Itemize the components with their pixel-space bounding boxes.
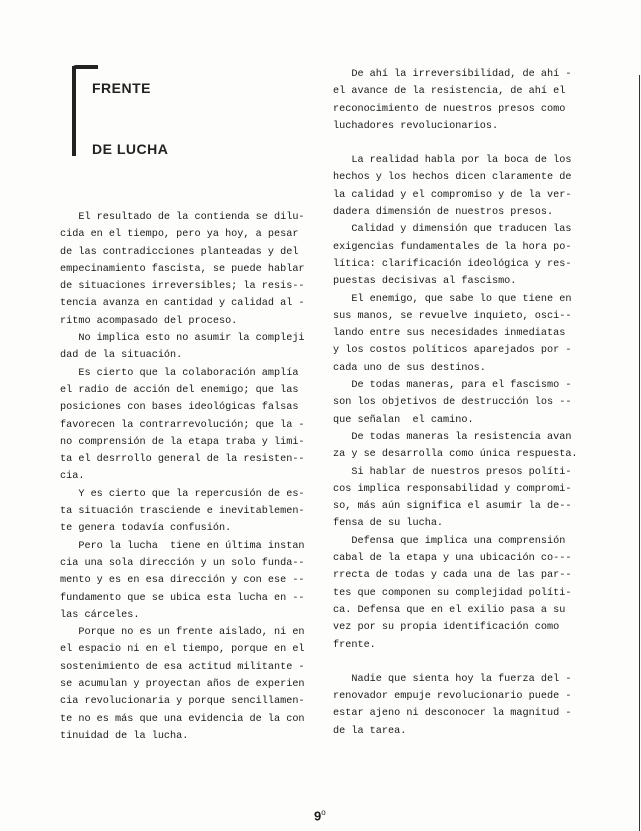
text-line: Si hablar de nuestros presos políti- xyxy=(333,466,572,478)
text-line: no comprensión de la etapa traba y limi- xyxy=(60,436,305,448)
text-line: de situaciones irreversibles; la resis-- xyxy=(60,281,305,293)
text-line: lando entre sus necesidades inmediatas xyxy=(333,328,566,340)
text-line: ta el desrrollo general de la resisten-- xyxy=(60,454,305,466)
text-line: cida en el tiempo, pero ya hoy, a pesar xyxy=(60,229,299,241)
text-line: No implica esto no asumir la compleji xyxy=(60,333,305,345)
text-line: tes que componen su complejidad políti- xyxy=(333,587,572,599)
text-line: El resultado de la contienda se dilu- xyxy=(60,212,305,223)
text-line: exigencias fundamentales de la hora po- xyxy=(333,241,572,253)
text-line: cia una sola dirección y un solo funda-- xyxy=(60,557,305,569)
text-line: te no es más que una evidencia de la con xyxy=(60,713,305,725)
text-line: el radio de acción del enemigo; que las xyxy=(60,384,299,396)
text-line: cabal de la etapa y una ubicación co--- xyxy=(333,553,572,565)
text-line: De todas maneras, para el fascismo - xyxy=(333,380,572,392)
text-line: La realidad habla por la boca de los xyxy=(333,155,572,167)
text-line xyxy=(333,135,625,152)
text-line: ca. Defensa que en el exilio pasa a su xyxy=(333,604,566,616)
text-line: De ahí la irreversibilidad, de ahí - xyxy=(333,69,572,80)
text-line: la calidad y el compromiso y de la ver- xyxy=(333,189,572,201)
text-line: sostenimiento de esa actitud militante - xyxy=(60,661,305,673)
text-line: son los objetivos de destrucción los -- xyxy=(333,397,572,409)
text-line: de las contradicciones planteadas y del xyxy=(60,246,299,258)
text-line: cia. xyxy=(60,471,85,483)
text-line: Calidad y dimensión que traducen las xyxy=(333,224,572,236)
title-line-1: FRENTE xyxy=(92,80,151,96)
text-line: Y es cierto que la repercusión de es- xyxy=(60,488,305,500)
text-line: estar ajeno ni desconocer la magnitud - xyxy=(333,708,572,720)
text-line: Pero la lucha tiene en última instan xyxy=(60,540,305,552)
text-line: za y se desarrolla como única respuesta. xyxy=(333,449,578,461)
text-line: Porque no es un frente aislado, ni en xyxy=(60,627,305,639)
text-line: Es cierto que la colaboración amplía xyxy=(60,367,299,379)
text-line: favorecen la contrarrevolución; que la - xyxy=(60,419,305,431)
page-number-suffix: o xyxy=(321,808,326,817)
text-line: renovador empuje revolucionario puede - xyxy=(333,691,572,703)
text-line: lítica: clarificación ideológica y res- xyxy=(333,258,572,270)
text-line: puestas decisivas al fascismo. xyxy=(333,276,517,288)
text-line: posiciones con bases ideológicas falsas xyxy=(60,402,299,414)
title-line-2: DE LUCHA xyxy=(92,141,169,157)
text-line xyxy=(333,654,625,671)
text-line: reconocimiento de nuestros presos como xyxy=(333,103,566,115)
text-line: fundamento que se ubica esta lucha en -- xyxy=(60,592,305,604)
text-line: el espacio ni en el tiempo, porque en el xyxy=(60,644,305,656)
text-line: ta situación trasciende e inevitablemen- xyxy=(60,506,305,518)
text-line: cos implica responsabilidad y compromi- xyxy=(333,483,572,495)
text-line: mento y es en esa dirección y con ese -- xyxy=(60,575,305,587)
text-line: frente. xyxy=(333,639,376,651)
text-line: el avance de la resistencia, de ahí el xyxy=(333,86,566,98)
text-line: Defensa que implica una comprensión xyxy=(333,535,566,547)
text-line: ritmo acompasado del proceso. xyxy=(60,315,238,327)
left-column xyxy=(60,209,322,745)
text-line: tinuidad de la lucha. xyxy=(60,730,189,742)
text-line: rrecta de todas y cada una de las par-- xyxy=(333,570,572,582)
text-line: te genera todavía confusión. xyxy=(60,523,232,535)
text-line: cia revolucionaria y porque sencillamen- xyxy=(60,696,305,708)
text-line: De todas maneras la resistencia avan xyxy=(333,431,572,443)
text-line: so, más aún significa el asumir la de-- xyxy=(333,501,572,513)
text-line: El enemigo, que sabe lo que tiene en xyxy=(333,293,572,305)
text-line: empecinamiento fascista, se puede hablar xyxy=(60,263,305,275)
page-number xyxy=(314,808,326,823)
text-line: tencia avanza en cantidad y calidad al - xyxy=(60,298,305,310)
text-line: Nadie que sienta hoy la fuerza del - xyxy=(333,673,572,685)
text-line: sus manos, se revuelve inquieto, osci-- xyxy=(333,310,572,322)
text-line: hechos y los hechos dicen claramente de xyxy=(333,172,572,184)
text-line: luchadores revolucionarios. xyxy=(333,120,499,132)
text-line: fensa de su lucha. xyxy=(333,518,444,530)
text-line: de la tarea. xyxy=(333,725,407,737)
page-edge-line xyxy=(639,75,640,831)
text-line: y los costos políticos aparejados por - xyxy=(333,345,572,357)
text-line: cada uno de sus destinos. xyxy=(333,362,486,374)
text-line: dad de la situación. xyxy=(60,350,183,362)
title-bracket-decoration xyxy=(72,66,76,156)
page-number-value: 9 xyxy=(314,808,322,824)
text-line: dadera dimensión de nuestros presos. xyxy=(333,207,554,219)
text-line: vez por su propia identificación como xyxy=(333,622,560,634)
right-column xyxy=(333,66,625,740)
text-line: que señalan el camino. xyxy=(333,414,474,426)
text-line: se acumulan y proyectan años de experien xyxy=(60,679,305,691)
text-line: las cárceles. xyxy=(60,609,140,621)
